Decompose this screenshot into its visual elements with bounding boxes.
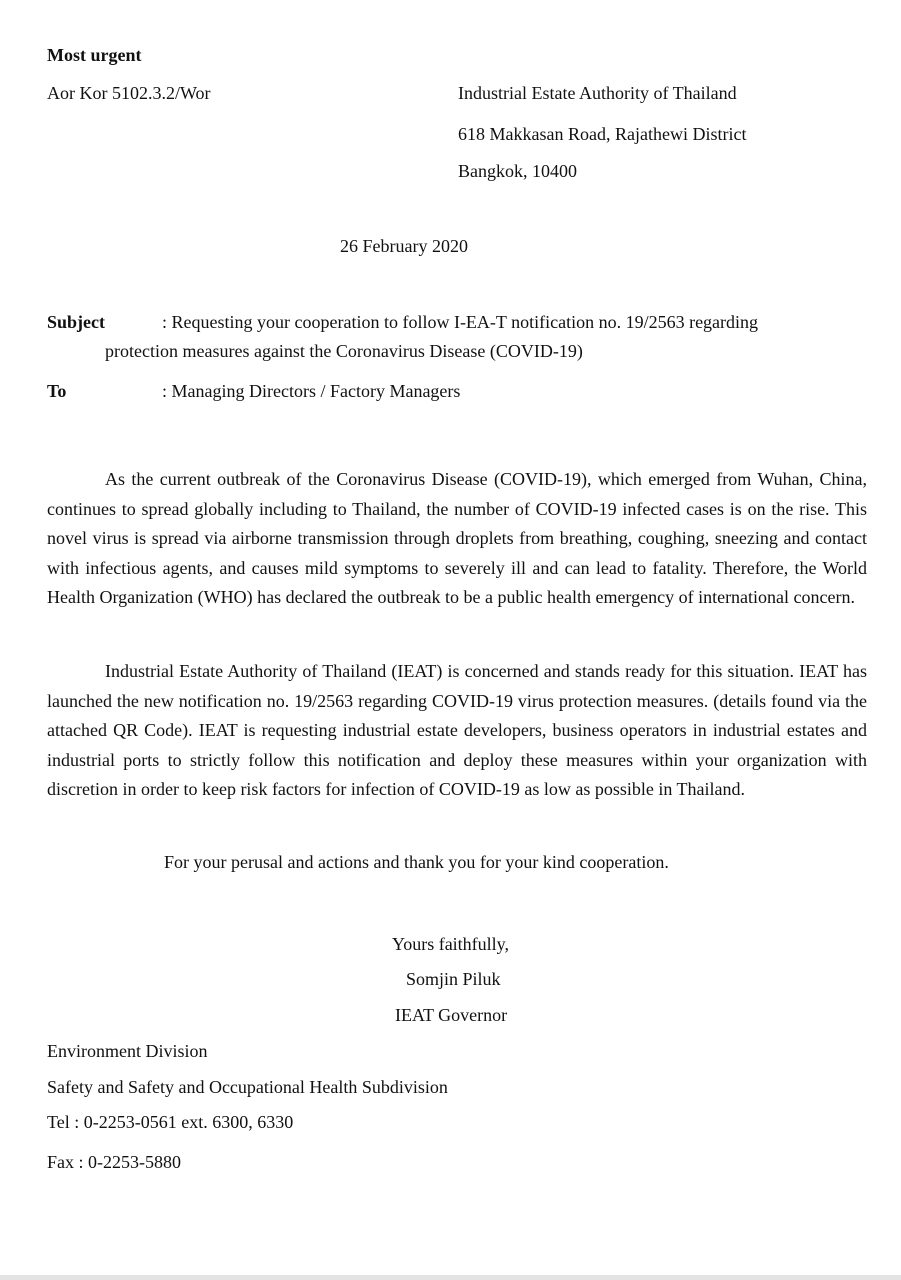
subject-line1: : Requesting your cooperation to follow I-EA-T notification no. 19/2563 regarding bbox=[162, 312, 759, 332]
body-paragraph-1: As the current outbreak of the Coronavirus Disease (COVID-19), which emerged from Wuhan, China, continues to spread globally including to Thailand, the number of COVID-19 infected cases is on the rise. This novel virus is spread via airborne transmission through droplets from breathing, coughing, sneezing and contact with infectious agents, and causes mild symptoms to severely ill and can lead to fatality. Therefore, the World Health Organization (WHO) has declared the outbreak to be a public health emergency of international concern. bbox=[47, 469, 867, 607]
subject-label: Subject bbox=[47, 312, 105, 332]
page-bottom-edge bbox=[0, 1275, 901, 1280]
signature-salutation: Yours faithfully, bbox=[392, 934, 510, 954]
footer-telephone: Tel : 0-2253-0561 ext. 6300, 6330 bbox=[47, 1112, 294, 1132]
sender-address-line1: 618 Makkasan Road, Rajathewi District bbox=[458, 124, 747, 144]
footer-fax: Fax : 0-2253-5880 bbox=[47, 1152, 181, 1172]
to-recipients: : Managing Directors / Factory Managers bbox=[162, 381, 461, 401]
sender-address-line2: Bangkok, 10400 bbox=[458, 161, 577, 181]
body-paragraph-2: Industrial Estate Authority of Thailand (IEAT) is concerned and stands ready for this situation. IEAT has launched the new notification no. 19/2563 regarding COVID-19 virus protection measures. (details found via the attached QR Code). IEAT is requesting industrial estate developers, business operators in industrial estates and industrial ports to strictly follow this notification and deploy these measures within your organization with discretion in order to keep risk factors for infection of COVID-19 as low as possible in Thailand. bbox=[47, 661, 867, 799]
signatory-title: IEAT Governor bbox=[395, 1005, 508, 1025]
reference-number: Aor Kor 5102.3.2/Wor bbox=[47, 83, 211, 103]
signatory-name: Somjin Piluk bbox=[406, 969, 501, 989]
subject-line2: protection measures against the Coronavirus Disease (COVID-19) bbox=[105, 341, 583, 361]
closing-line: For your perusal and actions and thank you for your kind cooperation. bbox=[164, 852, 669, 872]
urgency-label: Most urgent bbox=[47, 45, 142, 65]
footer-division: Environment Division bbox=[47, 1041, 208, 1061]
footer-subdivision: Safety and Safety and Occupational Health Subdivision bbox=[47, 1077, 448, 1097]
letter-date: 26 February 2020 bbox=[340, 236, 468, 256]
sender-name: Industrial Estate Authority of Thailand bbox=[458, 83, 737, 103]
to-label: To bbox=[47, 381, 67, 401]
